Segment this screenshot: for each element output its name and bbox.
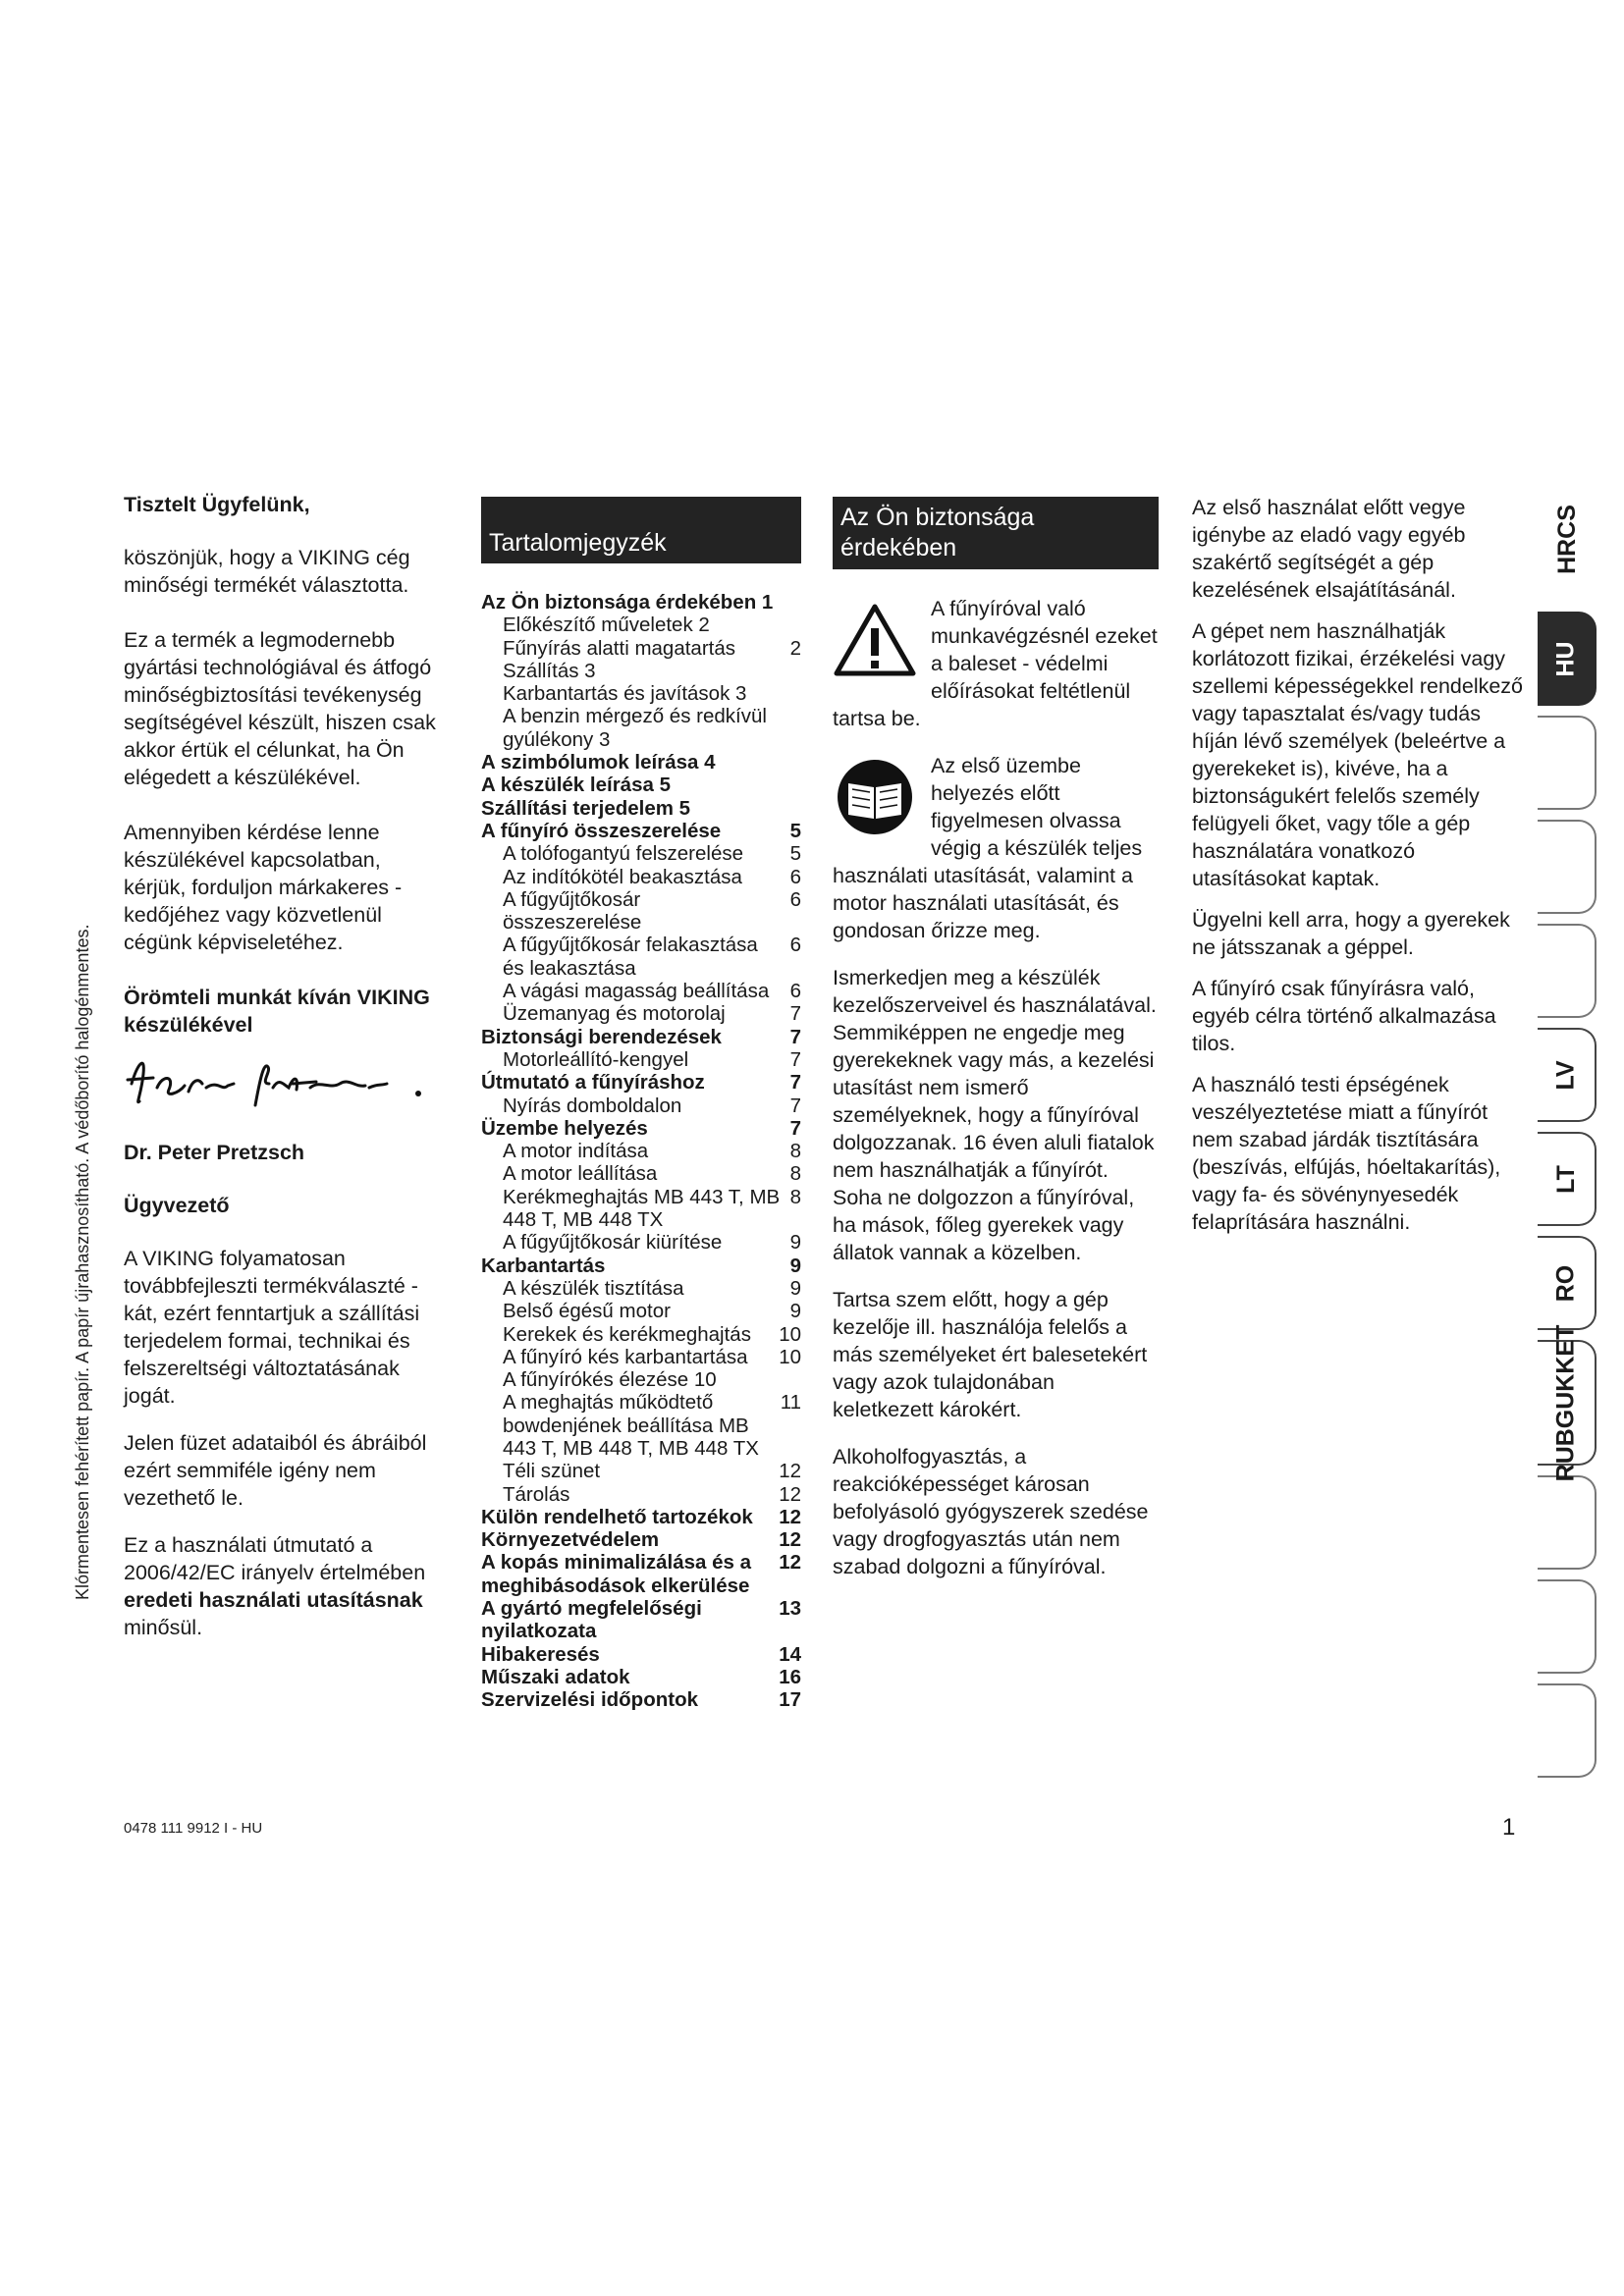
toc-entry-page: 8	[789, 1162, 801, 1186]
toc-entry-title: Műszaki adatok	[481, 1665, 630, 1688]
letter-paragraph	[124, 1531, 448, 1641]
toc-entry	[481, 1231, 801, 1254]
toc-entry-page: 6	[789, 980, 801, 1003]
language-tab[interactable]	[1538, 1683, 1597, 1778]
toc-entry	[481, 774, 801, 796]
letter-paragraph: Amennyiben kérdése lenne készülékével kapcsolatban, kérjük, forduljon márkakeres - kedőjéhez vagy közvetlenül cégünk képviseletéhez.	[124, 821, 403, 954]
toc-entry-title: A tolófogantyú felszerelése	[503, 842, 744, 866]
toc-entry-page: 11	[780, 1391, 801, 1415]
text-span: Ez a használati útmutató a 2006/42/EC irányelv értelmében	[124, 1533, 426, 1584]
safety-title: Az Ön biztonsága érdekében	[833, 497, 1159, 569]
toc-entry	[481, 1346, 801, 1368]
toc-entry-title: Motorleállító-kengyel	[503, 1047, 689, 1071]
toc-entry-title: Szállítási terjedelem 5	[481, 796, 691, 820]
toc-entry-title: A fűgyűjtőkosár összeszerelése	[503, 887, 642, 934]
toc-entry	[481, 1255, 801, 1277]
toc-entry-title: Hibakeresés	[481, 1642, 600, 1666]
safety-paragraph: Tartsa szem előtt, hogy a gép kezelője ill. használója felelős a más személyeket ért balesetekért vagy azok tulajdonában keletkezett károkért.	[833, 1288, 1148, 1421]
toc-entry	[481, 888, 801, 934]
toc-entry	[481, 980, 801, 1002]
language-tab[interactable]	[1538, 612, 1597, 706]
toc-entry	[481, 1528, 801, 1551]
toc-entry	[481, 797, 801, 820]
toc-entry-page: 8	[789, 1185, 801, 1208]
signature-image	[124, 1044, 448, 1113]
toc-entry-page: 7	[789, 1047, 801, 1071]
toc-entry-title: Útmutató a fűnyíráshoz	[481, 1071, 705, 1095]
toc-entry-page: 5	[789, 819, 801, 842]
toc-entry-page: 6	[789, 934, 801, 957]
toc-entry	[481, 842, 801, 865]
toc-entry-title: Szállítás 3	[503, 659, 596, 682]
signer-role: Ügyvezető	[124, 1194, 230, 1217]
toc-entry	[481, 1666, 801, 1688]
language-tab-label: HRCS	[1552, 504, 1581, 574]
language-tab-label: LV	[1551, 1059, 1580, 1091]
toc-entry-title: A benzin mérgező és redkívül gyúlékony 3	[503, 705, 767, 751]
toc-entry	[481, 1688, 801, 1711]
language-tab[interactable]	[1538, 820, 1597, 914]
safety-paragraph: Ügyelni kell arra, hogy a gyerekek ne játsszanak a géppel.	[1192, 908, 1510, 959]
toc-entry-page: 12	[779, 1551, 801, 1575]
text-span: minősül.	[124, 1616, 203, 1639]
toc-entry-page: 12	[779, 1505, 801, 1528]
toc-entry-title: A szimbólumok leírása 4	[481, 751, 716, 774]
safety-paragraph: A használó testi épségének veszélyeztetése miatt a fűnyírót nem szabad járdák tisztítására (beszívás, elfújás, hóeltakarítás), vagy fa- és sövénynyesedék felaprítására használni.	[1192, 1073, 1501, 1234]
toc-entry-page: 8	[789, 1140, 801, 1163]
toc-entry	[481, 705, 801, 751]
language-tabs	[1538, 476, 1597, 1788]
bold-span: eredeti használati utasításnak	[124, 1588, 423, 1612]
safety-paragraph: A gépet nem használhatják korlátozott fizikai, érzékelési vagy szellemi képességekkel rendelkező vagy tapasztalat és/vagy tudás híján lévő személyek (beleértve a gyerekeket is), kivéve, ha a biztonságukért felelős személy felügyeli őket, vagy tőle a gép használatára vonatkozó utasításokat kaptak.	[1192, 619, 1524, 890]
language-tab[interactable]	[1538, 1579, 1597, 1674]
toc-entry-page: 10	[779, 1322, 801, 1346]
toc-entry-title: Tárolás	[503, 1482, 570, 1506]
toc-entry-page: 7	[789, 1025, 801, 1048]
toc-entry-title: Környezetvédelem	[481, 1528, 660, 1552]
language-tab[interactable]	[1538, 924, 1597, 1018]
toc-entry-title: Biztonsági berendezések	[481, 1025, 722, 1048]
toc-entry	[481, 1071, 801, 1094]
letter-column	[124, 491, 448, 1661]
toc-entry-title: Kerekek és kerékmeghajtás	[503, 1322, 751, 1346]
toc-entry-page: 12	[779, 1460, 801, 1483]
toc-entry-page: 9	[789, 1231, 801, 1255]
toc-entry-page: 6	[789, 887, 801, 911]
toc-entry-page: 2	[789, 636, 801, 660]
toc-column	[481, 497, 801, 1712]
language-tab-label: HU	[1551, 640, 1580, 677]
toc-entry-page: 9	[789, 1300, 801, 1323]
safety-paragraph: Az első használat előtt vegye igénybe az eladó vagy egyéb szakértő segítségét a gép kezelésének elsajátításánál.	[1192, 496, 1466, 602]
toc-entry-title: A meghajtás működtető bowdenjének beállítása MB 443 T, MB 448 T, MB 448 TX	[503, 1391, 759, 1460]
toc-entry	[481, 1186, 801, 1232]
toc-entry-title: A kopás minimalizálása és a meghibásodások elkerülése	[481, 1551, 751, 1597]
safety-column	[833, 497, 1159, 1600]
toc-entry-title: Az Ön biztonsága érdekében 1	[481, 591, 774, 614]
toc-entry	[481, 660, 801, 682]
language-tab[interactable]	[1538, 476, 1597, 602]
letter-paragraph: Ez a termék a legmodernebb gyártási technológiával és átfogó minőségbiztosítási tevékenység segítségével készült, hiszen csak akkor értük el célunkat, ha Ön elégedett a készülékével.	[124, 628, 436, 789]
toc-entry-page: 7	[789, 1071, 801, 1095]
toc-list	[481, 591, 801, 1712]
toc-entry-page: 7	[789, 1094, 801, 1117]
toc-entry-page: 12	[779, 1482, 801, 1506]
toc-entry-title: A motor indítása	[503, 1140, 649, 1163]
toc-entry-title: A gyártó megfelelőségi nyilatkozata	[481, 1597, 702, 1643]
toc-entry-title: A készülék leírása 5	[481, 774, 671, 797]
letter-paragraph: A VIKING folyamatosan továbbfejleszti termékválaszté - kát, ezért fenntartjuk a szállítási terjedelem formai, technikai és felszereltségi változtatásának jogát.	[124, 1247, 420, 1408]
toc-entry	[481, 591, 801, 614]
toc-entry-title: Az indítókötél beakasztása	[503, 865, 742, 888]
toc-entry-title: Szervizelési időpontok	[481, 1688, 698, 1712]
toc-entry-title: Karbantartás	[481, 1254, 606, 1277]
toc-entry	[481, 1095, 801, 1117]
toc-entry	[481, 1162, 801, 1185]
toc-entry-page: 5	[789, 842, 801, 866]
language-tab[interactable]	[1538, 716, 1597, 810]
toc-entry-page: 17	[779, 1688, 801, 1712]
toc-entry-title: Fűnyírás alatti magatartás	[503, 636, 735, 660]
toc-entry	[481, 1002, 801, 1025]
toc-entry-title: Kerékmeghajtás MB 443 T, MB 448 T, MB 448 TX	[503, 1185, 781, 1232]
toc-entry	[481, 637, 801, 660]
greeting: Tisztelt Ügyfelünk,	[124, 493, 310, 516]
language-tab-label: LT	[1551, 1164, 1580, 1194]
toc-entry-page: 14	[779, 1642, 801, 1666]
warning-triangle-icon	[833, 601, 917, 679]
toc-entry-page: 9	[789, 1276, 801, 1300]
toc-entry	[481, 1483, 801, 1506]
toc-entry-page: 7	[789, 1002, 801, 1026]
safety-paragraph: Alkoholfogyasztás, a reakcióképességet károsan befolyásoló gyógyszerek szedése vagy drogfogyasztás után nem szabad dolgozni a fűnyíróval.	[833, 1445, 1149, 1578]
toc-entry	[481, 1048, 801, 1071]
toc-entry	[481, 1643, 801, 1666]
toc-entry-title: Belső égésű motor	[503, 1300, 671, 1323]
letter-paragraph: Jelen füzet adataiból és ábráiból ezért semmiféle igény nem vezethető le.	[124, 1431, 427, 1510]
language-tab[interactable]	[1538, 1132, 1597, 1226]
toc-entry	[481, 1597, 801, 1643]
toc-entry	[481, 1140, 801, 1162]
toc-entry-page: 6	[789, 865, 801, 888]
toc-entry-title: A fűgyűjtőkosár kiürítése	[503, 1231, 723, 1255]
closing: Örömteli munkát kíván VIKING készülékével	[124, 986, 430, 1037]
toc-entry-page: 13	[779, 1597, 801, 1621]
toc-entry	[481, 866, 801, 888]
toc-entry	[481, 1277, 801, 1300]
safety-paragraph: Az első üzembe helyezés előtt figyelmesen olvassa végig a készülék teljes használati utasítását, valamint a motor használati utasítását, és gondosan őrizze meg.	[833, 754, 1143, 942]
toc-entry-page: 12	[779, 1528, 801, 1552]
toc-entry-title: A motor leállítása	[503, 1162, 658, 1186]
toc-entry	[481, 614, 801, 636]
signer-name: Dr. Peter Pretzsch	[124, 1141, 305, 1164]
toc-entry-title: A fűnyíró kés karbantartása	[503, 1345, 748, 1368]
language-tab[interactable]	[1538, 1475, 1597, 1570]
toc-entry-title: Téli szünet	[503, 1460, 601, 1483]
toc-entry-title: A készülék tisztítása	[503, 1276, 684, 1300]
read-manual-book-icon	[833, 758, 917, 836]
toc-entry	[481, 751, 801, 774]
toc-entry	[481, 1551, 801, 1597]
toc-entry	[481, 1506, 801, 1528]
toc-entry	[481, 682, 801, 705]
safety-paragraph: A fűnyíróval való munkavégzésnél ezeket a baleset - védelmi előírásokat feltétlenül tartsa be.	[833, 597, 1158, 730]
language-tab[interactable]	[1538, 1028, 1597, 1122]
letter-paragraph: köszönjük, hogy a VIKING cég minőségi termékét választotta.	[124, 546, 410, 597]
toc-title: Tartalomjegyzék	[481, 497, 801, 563]
toc-entry-page: 7	[789, 1116, 801, 1140]
toc-entry-title: Előkészítő műveletek 2	[503, 614, 710, 637]
toc-entry	[481, 1026, 801, 1048]
toc-entry-title: Külön rendelhető tartozékok	[481, 1505, 753, 1528]
language-tab-label: RUBGUKKET	[1551, 1324, 1580, 1481]
toc-entry-title: Karbantartás és javítások 3	[503, 682, 747, 706]
safety-continued-column	[1192, 494, 1526, 1250]
toc-entry	[481, 1460, 801, 1482]
language-tab[interactable]	[1538, 1324, 1597, 1481]
language-tab-label: RO	[1551, 1264, 1580, 1302]
toc-entry-title: A fűgyűjtőkosár felakasztása és leakasztása	[503, 934, 758, 980]
toc-entry-title: Üzemanyag és motorolaj	[503, 1002, 726, 1026]
toc-entry-title: A vágási magasság beállítása	[503, 980, 770, 1003]
toc-entry-title: Nyírás domboldalon	[503, 1094, 682, 1117]
toc-entry	[481, 1391, 801, 1460]
safety-paragraph: A fűnyíró csak fűnyírásra való, egyéb célra történő alkalmazása tilos.	[1192, 977, 1496, 1055]
toc-entry	[481, 820, 801, 842]
toc-entry-page: 9	[789, 1254, 801, 1277]
language-tab[interactable]	[1538, 1236, 1597, 1330]
page-number: 1	[1502, 1814, 1516, 1841]
toc-entry-page: 16	[779, 1665, 801, 1688]
toc-entry-title: Üzembe helyezés	[481, 1116, 648, 1140]
toc-entry	[481, 1368, 801, 1391]
toc-entry	[481, 1300, 801, 1322]
toc-entry	[481, 934, 801, 980]
toc-entry-title: A fűnyírókés élezése 10	[503, 1368, 717, 1392]
safety-paragraph: Ismerkedjen meg a készülék kezelőszerveivel és használatával. Semmiképpen ne engedje meg gyerekeknek vagy más, a kezelési utasítást nem ismerő személyeknek, hogy a fűnyíróval dolgozzanak. 16 éven aluli fiatalok nem használhatják a fűnyírót. Soha ne dolgozzon a fűnyíróval, ha mások, főleg gyerekek vagy állatok vannak a közelben.	[833, 966, 1157, 1264]
document-code: 0478 111 9912 I - HU	[124, 1820, 263, 1837]
toc-entry-page: 10	[779, 1345, 801, 1368]
toc-entry-title: A fűnyíró összeszerelése	[481, 819, 722, 842]
paper-note: Klórmentesen fehérített papír. A papír újrahasznosítható. A védőborító halogénmentes.	[73, 924, 92, 1600]
toc-entry	[481, 1323, 801, 1346]
toc-entry	[481, 1117, 801, 1140]
